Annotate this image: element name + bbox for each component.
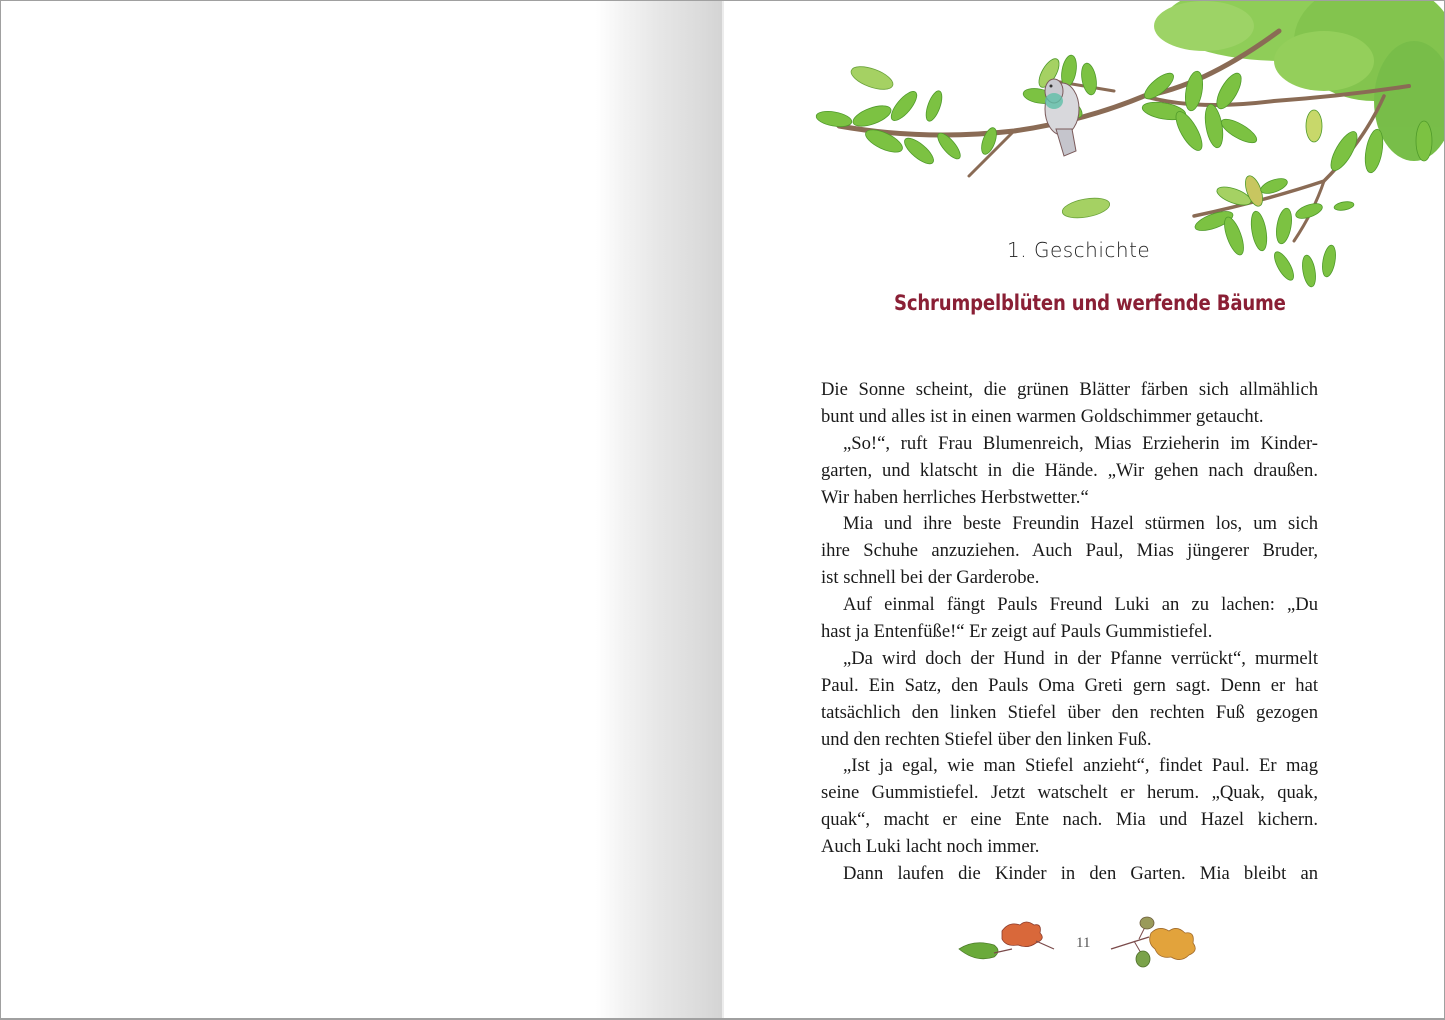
text-line: Mia und ihre beste Freundin Hazel stürmen los, um sich	[843, 513, 1318, 535]
text-line: Paul. Ein Satz, den Pauls Oma Greti gern sagt. Denn er hat	[821, 674, 1318, 696]
text-line: hast ja Entenfüße!“ Er zeigt auf Pauls Gummistiefel.	[821, 621, 1213, 643]
falling-leaf	[848, 62, 896, 94]
text-line: seine Gummistiefel. Jetzt watschelt er herum. „Quak, quak,	[821, 782, 1318, 804]
left-page-blank	[1, 1, 723, 1018]
chapter-number: 1. Geschichte	[1007, 238, 1151, 262]
text-line: garten, und klatscht in die Hände. „Wir gehen nach draußen.	[821, 459, 1318, 481]
right-page	[724, 1, 1444, 1018]
text-line: Die Sonne scheint, die grünen Blätter färben sich allmählich	[821, 379, 1318, 400]
text-line: ihre Schuhe anzuziehen. Auch Paul, Mias jüngerer Bruder,	[821, 540, 1318, 562]
pigeon-icon	[1045, 79, 1079, 156]
text-line: Dann laufen die Kinder in den Garten. Mia bleibt an	[843, 863, 1318, 885]
autumn-leaves-left-icon	[954, 911, 1064, 971]
text-line: Auf einmal fängt Pauls Freund Luki an zu lachen: „Du	[843, 594, 1318, 616]
text-line: und den rechten Stiefel über den linken Fuß.	[821, 728, 1152, 750]
text-line: „Da wird doch der Hund in der Pfanne verrückt“, murmelt	[843, 647, 1318, 669]
text-line: quak“, macht er eine Ente nach. Mia und Hazel kichern.	[821, 809, 1318, 831]
text-line: „Ist ja egal, wie man Stiefel anzieht“, findet Paul. Er mag	[843, 755, 1318, 777]
oak-leaf-acorn-icon	[1109, 911, 1209, 971]
text-line: „So!“, ruft Frau Blumenreich, Mias Erzieherin im Kinder-	[843, 432, 1318, 454]
text-line: ist schnell bei der Garderobe.	[821, 567, 1040, 589]
text-line: bunt und alles ist in einen warmen Goldschimmer getaucht.	[821, 405, 1264, 427]
falling-leaf	[1061, 195, 1111, 221]
text-line: Wir haben herrliches Herbstwetter.“	[821, 486, 1089, 508]
page-number: 11	[1076, 935, 1091, 951]
page-footer	[724, 911, 1444, 971]
text-line: Auch Luki lacht noch immer.	[821, 836, 1040, 858]
text-line: tatsächlich den linken Stiefel über den rechten Fuß gezogen	[821, 701, 1318, 723]
chapter-title: Schrumpelblüten und werfende Bäume	[894, 291, 1286, 315]
chapter-body-text	[821, 377, 1318, 888]
